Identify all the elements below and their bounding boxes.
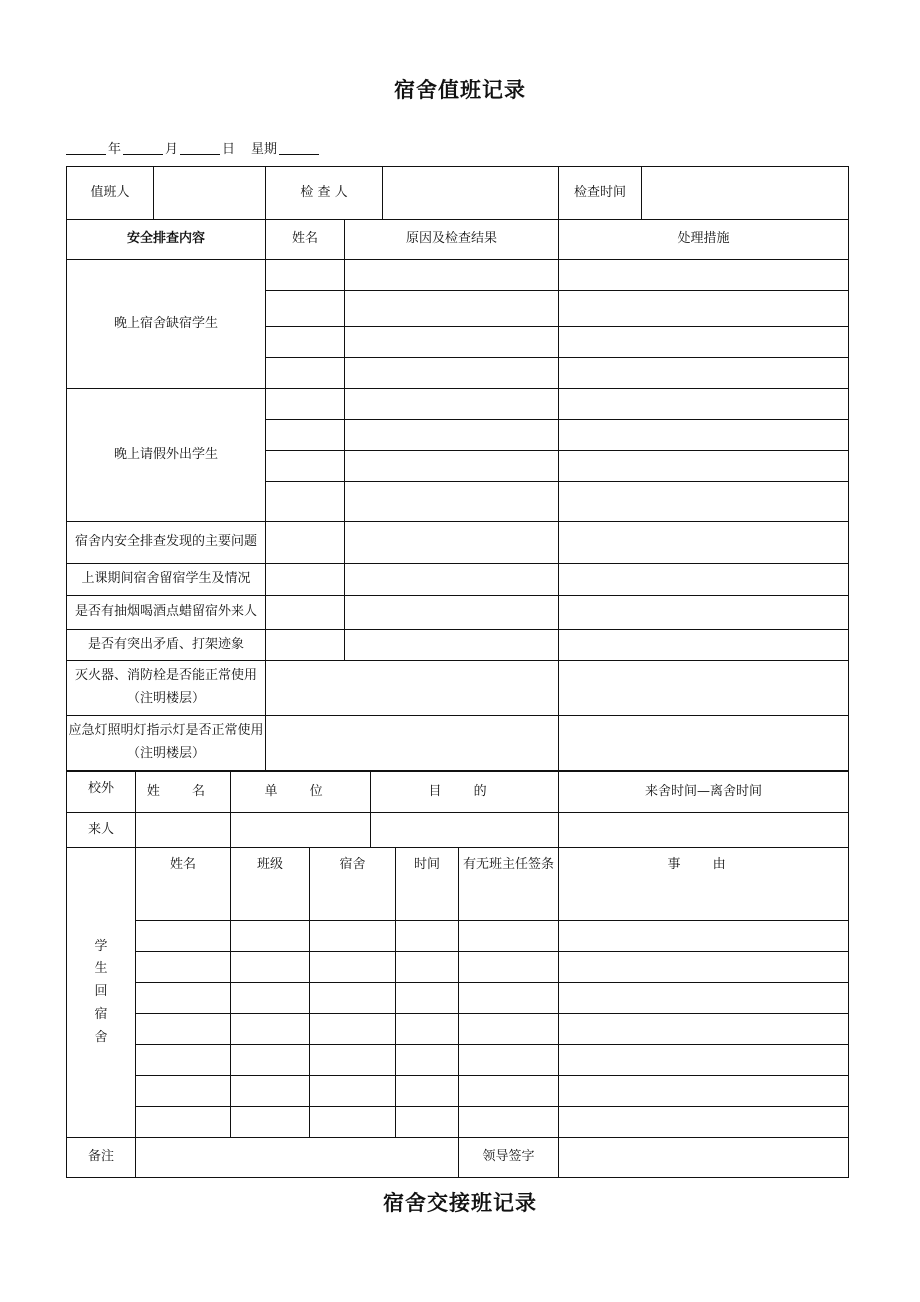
return-name-header: 姓名 [136,848,231,921]
return-time-header: 时间 [396,848,459,921]
return-note-cell[interactable] [459,952,559,983]
return-dorm-header: 宿舍 [310,848,396,921]
visitor-name-cell[interactable] [136,813,231,848]
return-note-cell[interactable] [459,1014,559,1045]
return-time-cell[interactable] [396,1045,459,1076]
main-issues-label: 宿舍内安全排查发现的主要问题 [67,522,266,564]
leave-reason-cell[interactable] [345,389,559,420]
check-time-field[interactable] [642,167,849,220]
class-stay-reason-cell[interactable] [345,564,559,596]
leave-measure-cell[interactable] [559,482,849,522]
return-note-cell[interactable] [459,1076,559,1107]
absent-measure-cell[interactable] [559,291,849,327]
return-reason-header: 事 由 [559,848,849,921]
return-dorm-cell[interactable] [310,952,396,983]
return-dorm-cell[interactable] [310,983,396,1014]
remarks-label: 备注 [67,1138,136,1178]
return-note-cell[interactable] [459,921,559,952]
leave-measure-cell[interactable] [559,420,849,451]
inspector-field[interactable] [383,167,559,220]
visitor-unit-header: 单 位 [231,772,371,813]
main-issues-reason-cell[interactable] [345,522,559,564]
smoking-name-cell[interactable] [266,596,345,630]
inspection-table [66,166,849,771]
return-name-cell[interactable] [136,952,231,983]
smoking-reason-cell[interactable] [345,596,559,630]
duty-person-label: 值班人 [67,167,154,220]
leave-name-cell[interactable] [266,482,345,522]
extinguisher-label: 灭火器、消防栓是否能正常使用（注明楼层） [67,661,266,716]
return-time-cell[interactable] [396,1076,459,1107]
month-label: 月 [165,142,179,157]
absent-name-cell[interactable] [266,291,345,327]
day-blank[interactable] [180,142,220,155]
extinguisher-measure-cell[interactable] [559,661,849,716]
month-blank[interactable] [123,142,163,155]
returning-label-char: 舍 [94,1029,108,1045]
conflict-name-cell[interactable] [266,630,345,661]
return-name-cell[interactable] [136,921,231,952]
emergency-light-result-cell[interactable] [266,716,559,771]
year-blank[interactable] [66,142,106,155]
return-note-cell[interactable] [459,1107,559,1138]
visitor-time-cell[interactable] [559,813,849,848]
handover-title: 宿舍交接班记录 [383,1190,537,1215]
return-class-cell[interactable] [231,921,310,952]
returning-students-label [67,848,136,1138]
return-reason-cell[interactable] [559,1045,849,1076]
return-name-cell[interactable] [136,983,231,1014]
return-note-cell[interactable] [459,1045,559,1076]
duty-person-field[interactable] [154,167,266,220]
remarks-field[interactable] [136,1138,459,1178]
visitor-purpose-header: 目 的 [371,772,559,813]
return-time-cell[interactable] [396,921,459,952]
absent-measure-cell[interactable] [559,260,849,291]
leave-measure-cell[interactable] [559,451,849,482]
weekday-blank[interactable] [279,142,319,155]
return-note-cell[interactable] [459,983,559,1014]
returning-label-char: 生 [94,961,108,977]
emergency-light-label: 应急灯照明灯指示灯是否正常使用（注明楼层） [67,716,266,771]
visitor-name-header: 姓 名 [136,772,231,813]
return-time-cell[interactable] [396,1014,459,1045]
absent-name-cell[interactable] [266,260,345,291]
col-name-header: 姓名 [266,220,345,260]
return-name-cell[interactable] [136,1045,231,1076]
leave-night-label: 晚上请假外出学生 [67,389,266,522]
return-reason-cell[interactable] [559,1076,849,1107]
return-dorm-cell[interactable] [310,1107,396,1138]
absent-reason-cell[interactable] [345,327,559,358]
return-time-cell[interactable] [396,1107,459,1138]
return-reason-cell[interactable] [559,1014,849,1045]
visitor-time-header: 来舍时间—离舍时间 [559,772,849,813]
conflict-measure-cell[interactable] [559,630,849,661]
main-issues-name-cell[interactable] [266,522,345,564]
class-stay-measure-cell[interactable] [559,564,849,596]
visitors-label-bottom: 来人 [67,813,136,848]
return-reason-cell[interactable] [559,983,849,1014]
returning-label-char: 学 [94,938,108,954]
leave-name-cell[interactable] [266,420,345,451]
absent-night-label: 晚上宿舍缺宿学生 [67,260,266,389]
returning-label-char: 宿 [94,1006,108,1022]
return-class-cell[interactable] [231,1014,310,1045]
col-reason-header: 原因及检查结果 [345,220,559,260]
leave-reason-cell[interactable] [345,482,559,522]
page-title: 宿舍值班记录 [394,77,526,102]
return-class-cell[interactable] [231,1076,310,1107]
visitor-unit-cell[interactable] [231,813,371,848]
col-measures-header: 处理措施 [559,220,849,260]
absent-measure-cell[interactable] [559,327,849,358]
return-time-cell[interactable] [396,952,459,983]
visitor-purpose-cell[interactable] [371,813,559,848]
leave-name-cell[interactable] [266,451,345,482]
main-issues-measure-cell[interactable] [559,522,849,564]
return-class-cell[interactable] [231,1045,310,1076]
day-label: 日 [222,142,236,157]
leader-sign-field[interactable] [559,1138,849,1178]
visitors-label-top: 校外 [67,772,136,813]
col-content-header: 安全排查内容 [67,220,266,260]
return-class-cell[interactable] [231,952,310,983]
return-name-cell[interactable] [136,1014,231,1045]
returning-label-char: 回 [94,984,108,1000]
return-reason-cell[interactable] [559,921,849,952]
class-stay-name-cell[interactable] [266,564,345,596]
return-name-cell[interactable] [136,1107,231,1138]
return-reason-cell[interactable] [559,952,849,983]
return-note-header: 有无班主任签条 [459,848,559,921]
return-class-cell[interactable] [231,1107,310,1138]
conflict-reason-cell[interactable] [345,630,559,661]
weekday-label: 星期 [251,142,278,157]
return-reason-cell[interactable] [559,1107,849,1138]
date-line [66,138,319,157]
conflict-label: 是否有突出矛盾、打架迹象 [67,630,266,661]
return-time-cell[interactable] [396,983,459,1014]
visitor-return-table [66,771,849,1178]
leave-name-cell[interactable] [266,389,345,420]
year-label: 年 [108,142,122,157]
return-class-cell[interactable] [231,983,310,1014]
leave-measure-cell[interactable] [559,389,849,420]
check-time-label: 检查时间 [559,167,642,220]
return-dorm-cell[interactable] [310,1076,396,1107]
absent-reason-cell[interactable] [345,291,559,327]
leader-sign-label: 领导签字 [459,1138,559,1178]
absent-reason-cell[interactable] [345,358,559,389]
leave-reason-cell[interactable] [345,451,559,482]
smoking-measure-cell[interactable] [559,596,849,630]
leave-reason-cell[interactable] [345,420,559,451]
return-name-cell[interactable] [136,1076,231,1107]
return-dorm-cell[interactable] [310,921,396,952]
emergency-light-measure-cell[interactable] [559,716,849,771]
class-stay-label: 上课期间宿舍留宿学生及情况 [67,564,266,596]
absent-name-cell[interactable] [266,327,345,358]
extinguisher-result-cell[interactable] [266,661,559,716]
absent-name-cell[interactable] [266,358,345,389]
absent-reason-cell[interactable] [345,260,559,291]
inspector-label: 检 查 人 [266,167,383,220]
absent-measure-cell[interactable] [559,358,849,389]
return-dorm-cell[interactable] [310,1045,396,1076]
return-class-header: 班级 [231,848,310,921]
return-dorm-cell[interactable] [310,1014,396,1045]
smoking-label: 是否有抽烟喝酒点蜡留宿外来人 [67,596,266,630]
